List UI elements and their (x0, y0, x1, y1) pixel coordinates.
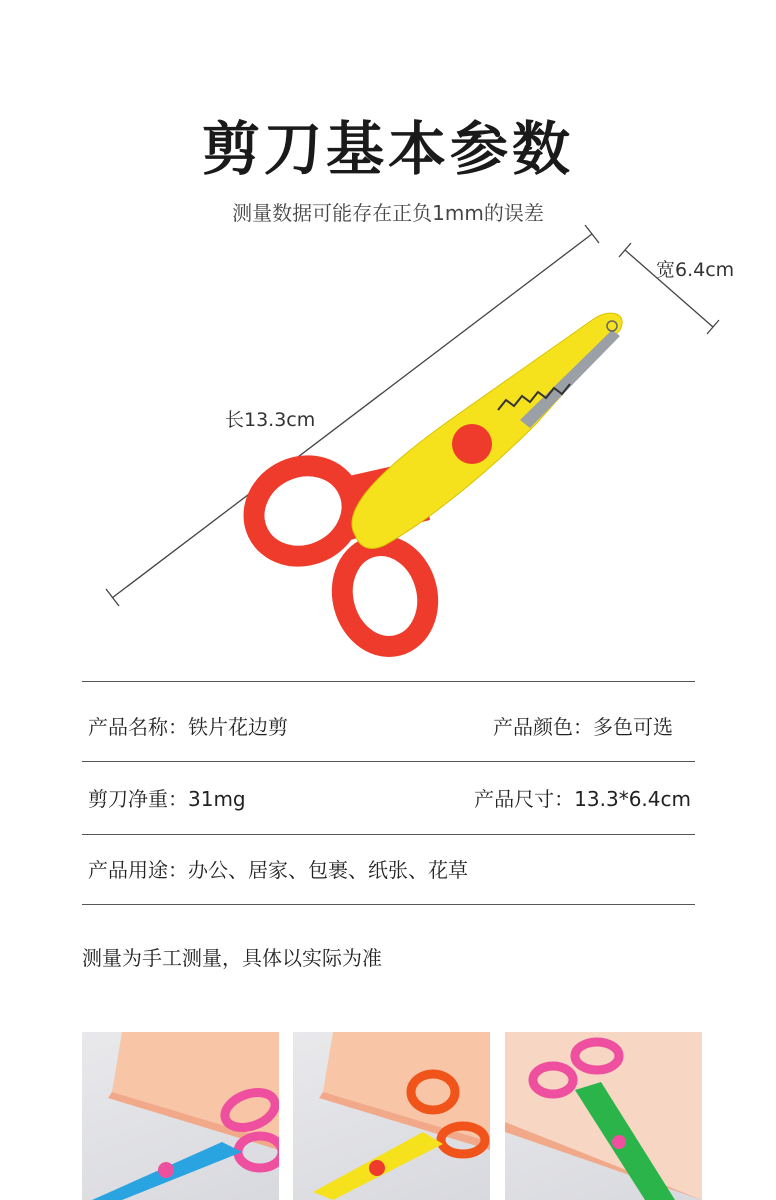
product-color: 产品颜色：多色可选 (493, 715, 673, 739)
spec-divider (82, 834, 695, 835)
pivot-screw-icon (452, 424, 492, 464)
scissors-blade (352, 313, 622, 548)
orange-yellow-scissors-image (293, 1032, 490, 1200)
width-label: 宽6.4cm (656, 259, 735, 281)
spec-divider (82, 761, 695, 762)
spec-divider (82, 904, 695, 905)
pink-green-scissors-image (505, 1032, 702, 1200)
product-usage: 产品用途：办公、居家、包裹、纸张、花草 (88, 858, 468, 882)
spec-divider (82, 681, 695, 682)
page-title: 剪刀基本参数 (201, 115, 574, 183)
length-label: 长13.3cm (225, 409, 316, 431)
spec-row (82, 777, 695, 817)
measurement-disclaimer: 测量为手工测量，具体以实际为准 (82, 946, 382, 970)
product-name: 产品名称：铁片花边剪 (88, 715, 288, 739)
net-weight: 剪刀净重：31mg (88, 787, 246, 811)
spec-row (82, 848, 695, 888)
product-size: 产品尺寸：13.3*6.4cm (474, 787, 691, 811)
pink-blue-scissors-image (82, 1032, 279, 1200)
spec-row (82, 705, 695, 745)
measurement-note-subtitle: 测量数据可能存在正负1mm的误差 (232, 201, 544, 225)
